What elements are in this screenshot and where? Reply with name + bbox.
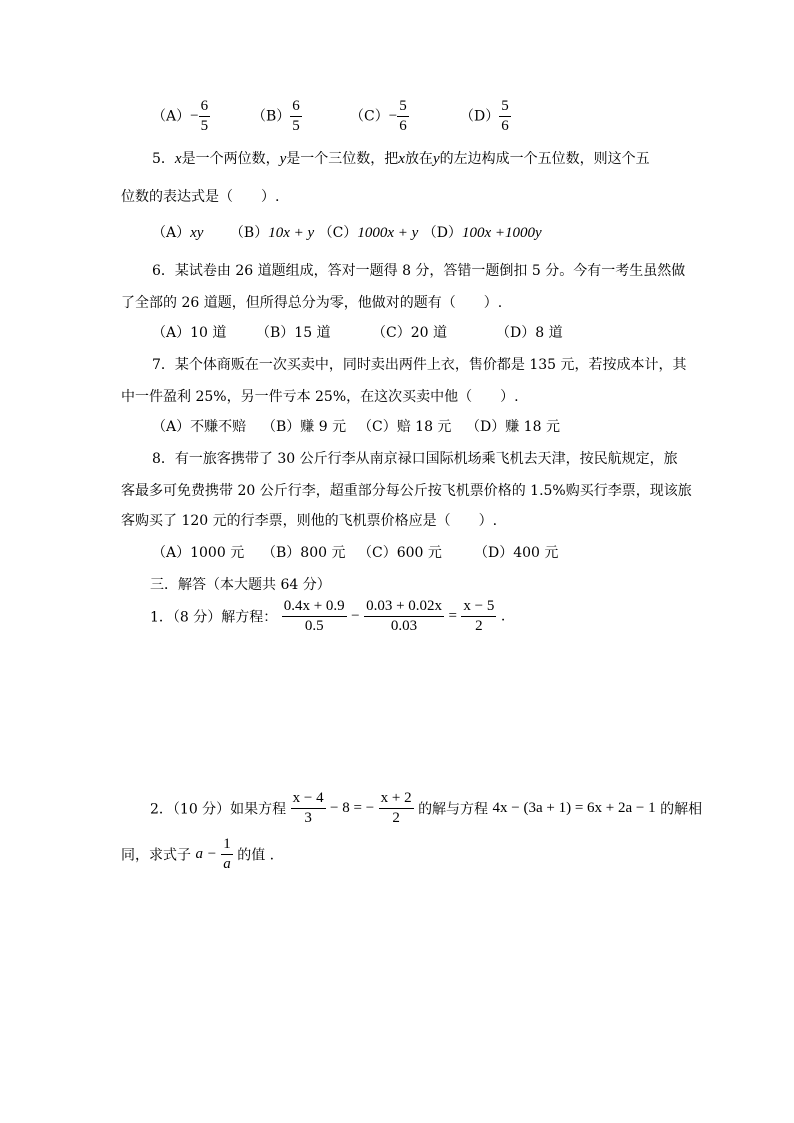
q7-option-d: （D）赚 18 元 [466,419,560,435]
fraction: $\frac{x - 5}{2}$ [463,598,495,634]
q8-line-2: 客最多可免费携带 20 公斤行李，超重部分每公斤按飞机票价格的 1.5%购买行李票，现该旅 [121,483,692,499]
q8-option-b: （B）800 元 [262,545,346,561]
fraction: $\frac{6}{5}$ [292,98,300,134]
q8-option-c: （C）600 元 [358,545,442,561]
fraction: $\frac{6}{5}$ [200,98,209,134]
q4-option-c: （C）− $\frac{5}{6}$ [350,98,407,134]
fraction: $\frac{0.4x + 0.9}{0.5}$ [283,598,345,634]
q6-line-2: 了全部的 26 道题，但所得总分为零，他做对的题有（ ）. [121,295,503,311]
q6-option-a: （A）10 道 [152,325,227,341]
q4-option-d: （D） $\frac{5}{6}$ [460,98,509,134]
solve-2-line-2: 同，求式子 a − $\frac{1}{a}$ 的值 . [121,836,275,872]
solve-1: 1．（8 分）解方程： $\frac{0.4x + 0.9}{0.5}$ − $\frac{0.03 + 0.02x}{0.03}$ = $\frac{x - 5}{2}$ . [150,598,506,634]
fraction: $\frac{x - 4}{3}$ [292,790,324,826]
q8-option-a: （A）1000 元 [152,545,245,561]
q6-option-c: （C）20 道 [372,325,447,341]
fraction: $\frac{1}{a}$ [223,836,231,872]
q6-option-b: （B）15 道 [256,325,331,341]
q7-option-a: （A）不赚不赔 [152,419,247,435]
fraction: $\frac{0.03 + 0.02x}{0.03}$ [366,598,443,634]
q8-line-1: 8．有一旅客携带了 30 公斤行李从南京禄口国际机场乘飞机去天津，按民航规定，旅 [152,451,678,467]
solve-2-line-1: 2．（10 分）如果方程 $\frac{x - 4}{3}$ − 8 = − $\frac{x + 2}{2}$ 的解与方程 4x − (3a + 1) = 6x + 2a − 1 的解相 [150,790,703,826]
q7-option-b: （B）赚 9 元 [262,419,347,435]
q4-option-a: （A）− $\frac{6}{5}$ [152,98,209,134]
q7-line-1: 7．某个体商贩在一次买卖中，同时卖出两件上衣，售价都是 135 元，若按成本计，其 [152,357,687,373]
q5-line-1: 5．x是一个两位数，y是一个三位数，把x放在y的左边构成一个五位数，则这个五 [152,151,650,167]
q4-option-b: （B） $\frac{6}{5}$ [252,98,300,134]
fraction: $\frac{5}{6}$ [399,98,407,134]
q5-options: （A）xy （B）10x + y （C）1000x + y （D）100x +1000y [152,225,542,241]
q7-line-2: 中一件盈利 25%，另一件亏本 25%，在这次买卖中他（ ）. [121,389,519,405]
q8-option-d: （D）400 元 [474,545,559,561]
q5-line-2: 位数的表达式是（ ）. [121,189,280,205]
fraction: $\frac{x + 2}{2}$ [380,790,412,826]
section-3-title: 三．解答（本大题共 64 分） [150,577,331,593]
q8-line-3: 客购买了 120 元的行李票，则他的飞机票价格应是（ ）. [121,513,498,529]
q7-option-c: （C）赔 18 元 [358,419,452,435]
q6-option-d: （D）8 道 [496,325,563,341]
q6-line-1: 6．某试卷由 26 道题组成，答对一题得 8 分，答错一题倒扣 5 分。今有一考生虽然做 [152,263,686,279]
fraction: $\frac{5}{6}$ [501,98,509,134]
